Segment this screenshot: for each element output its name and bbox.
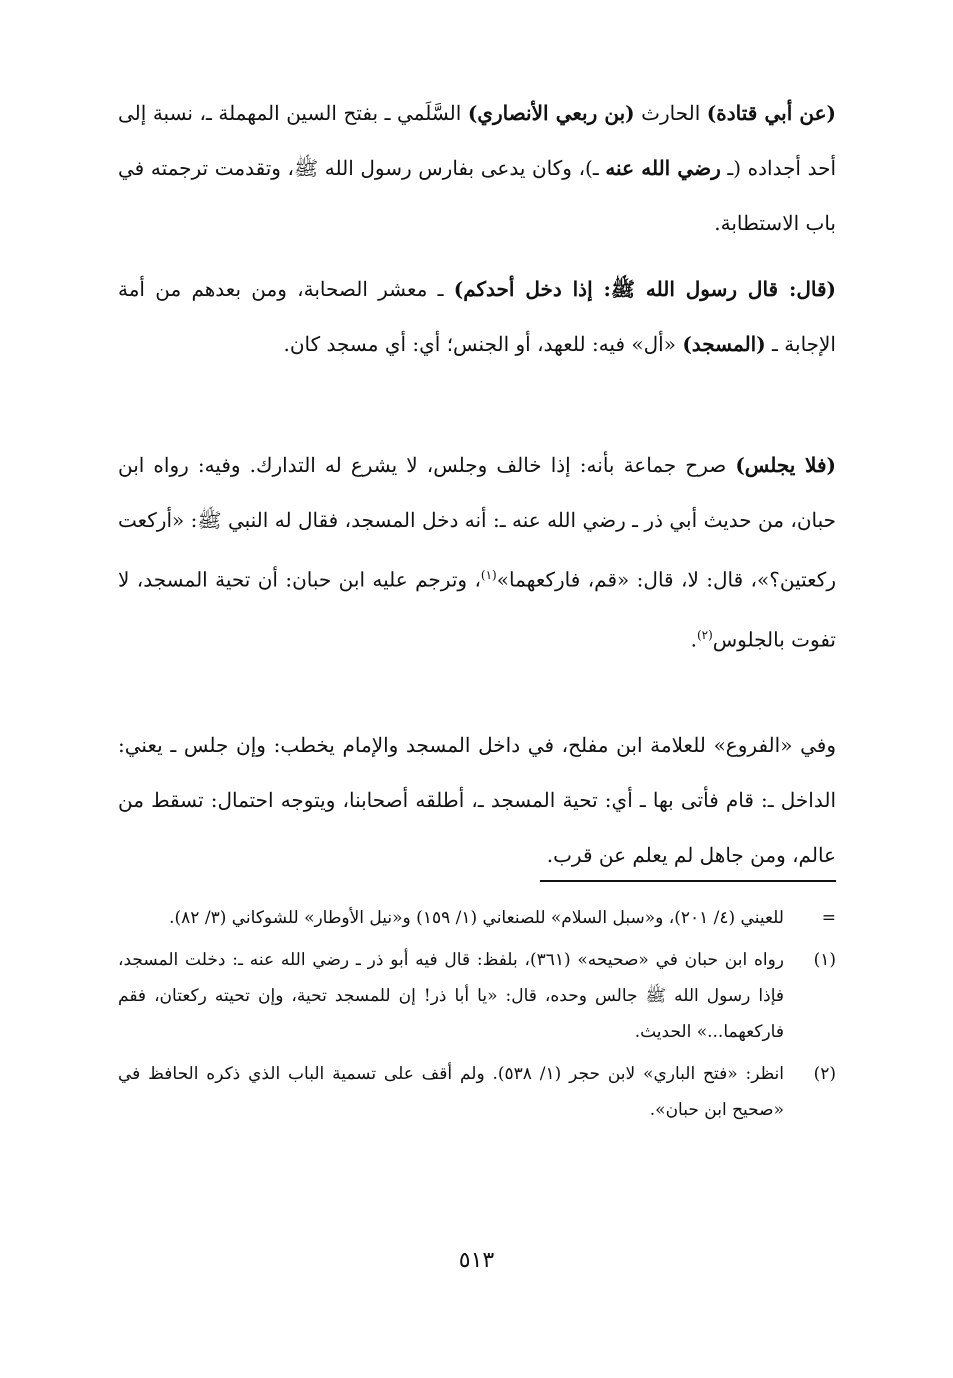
footnote-text: رواه ابن حبان في «صحيحه» (٣٦١)، بلفظ: قال فيه أبو ذر ـ رضي الله عنه ـ: دخلت المسجد، فإذا رسول الله ﷺ جالس وحده، قال: «يا أبا ذر! إن للمسجد تحية، وإن تحيته ركعتان، فقم فاركعهما...» الحديث. bbox=[118, 950, 784, 1042]
paragraph-4 bbox=[118, 718, 836, 883]
text-run: الحارث bbox=[634, 101, 707, 125]
footnote-mark: = bbox=[821, 908, 836, 928]
text-run: «أل» فيه: للعهد، أو الجنس؛ أي: أي مسجد كان. bbox=[283, 332, 683, 356]
bold-run: رضي الله عنه bbox=[605, 156, 721, 180]
footnotes bbox=[118, 900, 836, 1134]
text-run: ـ)، وكان يدعى بفارس رسول الله ﷺ، وتقدمت ترجمته في باب الاستطابة. bbox=[118, 156, 836, 235]
paragraph-2 bbox=[118, 262, 836, 372]
footnote-text: انظر: «فتح الباري» لابن حجر (١/ ٥٣٨). ولم أقف على تسمية الباب الذي ذكره الحافظ في «صحيح ابن حبان». bbox=[118, 1064, 784, 1120]
footnote-mark: (٢) bbox=[813, 1064, 836, 1084]
text-run: السَّلَمي ـ بفتح السين المهملة ـ، نسبة إلى أحد أجداده (ـ bbox=[118, 101, 837, 180]
text-run: ، وترجم عليه ابن حبان: أن تحية المسجد، لا تفوت بالجلوس bbox=[118, 567, 836, 652]
bold-run: (بن ربعي الأنصاري) bbox=[467, 101, 635, 125]
bold-run: (فلا يجلس) bbox=[735, 453, 837, 477]
footnote-2 bbox=[118, 1056, 836, 1128]
footnote-mark: (١) bbox=[813, 950, 836, 970]
text-run: . bbox=[690, 627, 697, 652]
text-run: ـ معشر الصحابة، ومن بعدهم من أمة الإجابة ـ bbox=[118, 277, 836, 356]
footnote-ref: (١) bbox=[480, 568, 497, 582]
text-run: وفي «الفروع» للعلامة ابن مفلح، في داخل المسجد والإمام يخطب: وإن جلس ـ يعني: الداخل ـ: قام فأتى بها ـ أي: تحية المسجد ـ، أطلقه أصحابنا، ويتوجه احتمال: تسقط من عالم، ومن جاهل لم يعلم عن قرب. bbox=[118, 733, 836, 867]
footnote-ref: (٢) bbox=[696, 627, 713, 642]
bold-run: (المسجد) bbox=[682, 332, 766, 356]
footnote-continued bbox=[118, 900, 836, 936]
footnote-1 bbox=[118, 942, 836, 1050]
footnote-text: للعيني (٤/ ٢٠١)، و«سبل السلام» للصنعاني (١/ ١٥٩) و«نيل الأوطار» للشوكاني (٣/ ٨٢). bbox=[169, 908, 784, 928]
page-number: ٥١٣ bbox=[458, 1248, 495, 1273]
bold-run: (قال: قال رسول الله ﷺ: إذا دخل أحدكم) bbox=[453, 277, 837, 301]
paragraph-1 bbox=[118, 86, 836, 251]
text-run: صرح جماعة بأنه: إذا خالف وجلس، لا يشرع له التدارك. وفيه: رواه ابن حبان، من حديث أبي ذر ـ رضي الله عنه ـ: أنه دخل المسجد، فقال له النبي ﷺ: «أركعت ركعتين؟»، قال: لا، قال: «قم، فاركعهما» bbox=[118, 453, 836, 592]
footnote-divider bbox=[540, 880, 836, 882]
bold-run: (عن أبي قتادة) bbox=[706, 101, 836, 125]
paragraph-3 bbox=[118, 438, 836, 667]
